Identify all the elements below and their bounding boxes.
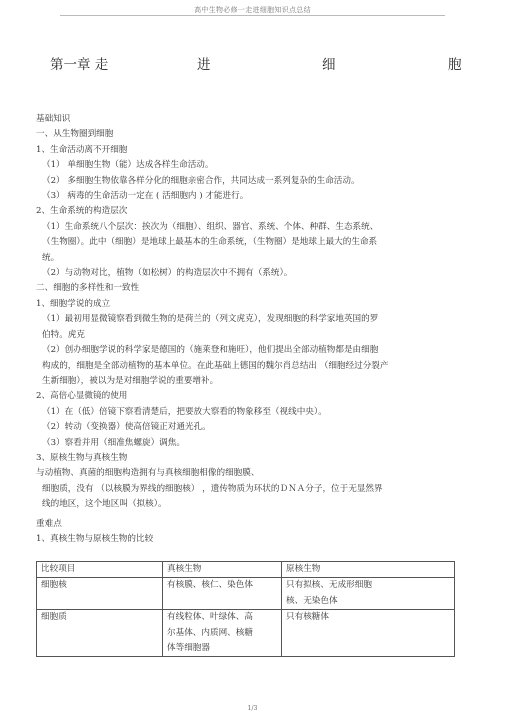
paragraph-line: （3）察看并用（细准焦螺旋）调焦。 [42,437,185,448]
chapter-title-part-4: 胞 [448,57,462,73]
heading-level-2: 2、生命系统的构造层次 [36,206,128,217]
table-header-cell: 真核生物 [163,562,282,578]
heading-level-2: 1、生命活动离不开细胞 [36,144,128,155]
page-number: 1/3 [247,705,258,712]
paragraph-line: （3） 病毒的生命活动一定在 ( 活细胞内 ) 才能进行。 [42,191,249,202]
cell-line: 体等细胞器 [167,643,210,654]
heading-level-2: 2、高倍心显微镜的使用 [36,391,128,402]
paragraph-line: 与动植物、真菌的细胞构造拥有与真核细胞相像的细胞膜、 [36,468,260,479]
paragraph-line: 细胞质，没有 （以核膜为界线的细胞核） ，遗传物质为环状的ＤＮＡ分子，位于无显然界 [42,483,383,494]
table-header-cell: 原核生物 [282,562,455,578]
table-cell [282,610,455,657]
paragraph-line: （1）在（低）倍镜下察看清楚后，把要放大察看的物象移至（视线中央）。 [42,406,327,417]
heading-level-1: 二、细胞的多样性和一致性 [36,283,140,294]
table-cell: 细胞核 [37,578,163,610]
cell-line: 有线粒体、叶绿体、高 [167,612,253,623]
paragraph-line: （2）与动物对比，植物（如松树）的构造层次中不拥有（系统）。 [42,268,293,279]
chapter-title-part-2: 进 [197,57,211,73]
paragraph-line: （1）生命系统八个层次：挨次为（细胞）、组织、器官、系统、个体、种群、生态系统、 [42,221,379,232]
section-heading: 重难点 [36,518,62,529]
paragraph-line: 线的地区，这个地区叫（拟核）。 [42,499,167,510]
cell-line: 只有拟核、无成形细胞 [286,580,372,591]
header-rule [60,15,445,16]
section-heading: 基础知识 [36,114,71,124]
paragraph-line: 生新细胞），被以为是对细胞学说的重要增补。 [42,375,219,386]
chapter-title-part-1: 第一章 走 [50,57,109,73]
chapter-title-part-3: 细 [322,57,336,73]
paragraph-line: （1）最初用显微镜察看到微生物的是荷兰的（列文虎克），发现细胞的科学家地英国的罗 [42,314,379,325]
heading-level-2: 3、原核生物与真核生物 [36,452,128,463]
paragraph-line: 统。 [42,252,60,263]
heading-level-1: 一、从生物圈到细胞 [36,129,114,140]
paragraph-line: （2）创办细胞学说的科学家是德国的（施莱登和施旺），他们提出全部动植物都是由细胞 [42,345,379,356]
table-header-cell: 比较项目 [37,562,163,578]
notes-body [36,112,466,547]
heading-level-2: 1、细胞学说的成立 [36,298,111,309]
table-cell [163,610,282,657]
table-row [37,610,455,657]
cell-line: 尔基体、内质网、核糖 [167,627,253,638]
paragraph-line: 伯特。虎克 [42,329,85,340]
heading-level-2: 1、真核生物与原核生物的比较 [36,533,154,544]
paragraph-line: （1） 单细胞生物（能）达成各样生命活动。 [42,160,214,171]
cell-line: 有核膜、核仁、染色体 [167,580,253,591]
table-row [37,578,455,610]
cell-line: 核、无染色体 [286,595,338,606]
table-header-row [37,562,455,578]
comparison-table [36,561,455,657]
chapter-title [50,53,460,71]
running-header: 高中生物必修一走进细胞知识点总结 [194,6,311,14]
table-cell [163,578,282,610]
paragraph-line: 构成的，细胞是全部动植物的基本单位。在此基础上德国的魏尔肖总结出 （细胞经过分裂产 [42,360,389,371]
paragraph-line: （2）转动（变换器）使高倍镜正对通光孔。 [42,422,211,433]
paragraph-line: （2） 多细胞生物依靠各样分化的细胞亲密合作，共同达成一系列复杂的生命活动。 [42,175,360,186]
paragraph-line: （生物圈）。此中（细胞）是地球上最基本的生命系统，（生物圈）是地球上最大的生命系 [42,237,378,248]
table-cell [282,578,455,610]
table-cell: 细胞质 [37,610,163,657]
cell-line: 只有核糖体 [286,612,329,623]
